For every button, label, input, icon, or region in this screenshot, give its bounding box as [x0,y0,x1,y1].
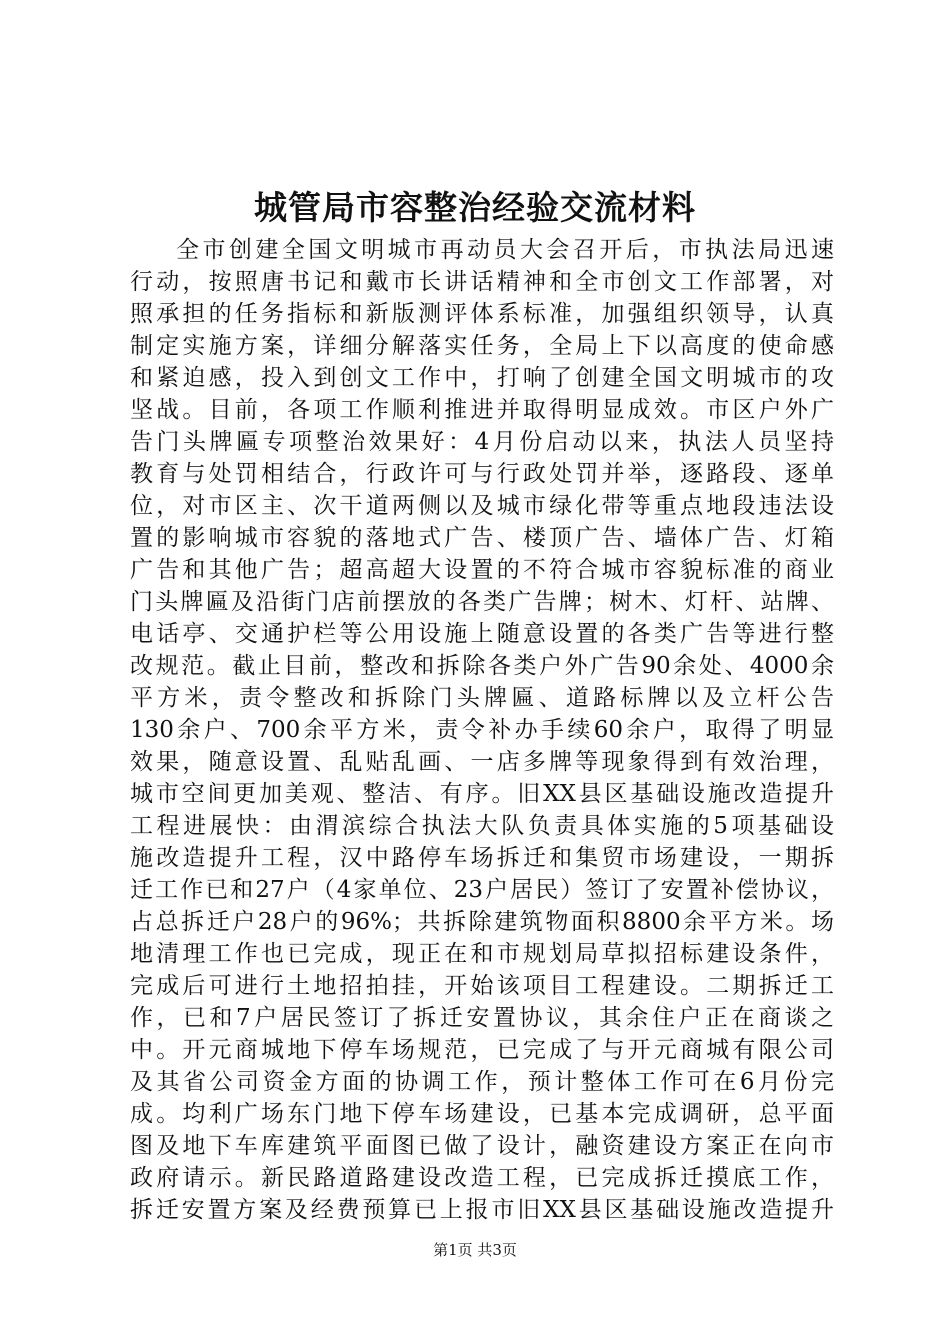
paragraph-line: 平方米，责令整改和拆除门头牌匾、道路标牌以及立杆公告 [130,685,834,711]
paragraph-line: 城市空间更加美观、整洁、有序。旧XX县区基础设施改造提升 [130,781,834,807]
paragraph-line: 工程进展快：由渭滨综合执法大队负责具体实施的5项基础设 [130,813,834,839]
paragraph-line: 门头牌匾及沿街门店前摆放的各类广告牌；树木、灯杆、站牌、 [130,589,834,615]
paragraph-line: 成。均利广场东门地下停车场建设，已基本完成调研，总平面 [130,1101,834,1127]
paragraph-line: 制定实施方案，详细分解落实任务，全局上下以高度的使命感 [130,333,834,359]
paragraph-line: 中。开元商城地下停车场规范，已完成了与开元商城有限公司 [130,1037,834,1063]
paragraph-line: 置的影响城市容貌的落地式广告、楼顶广告、墙体广告、灯箱 [130,525,834,551]
paragraph-line: 迁工作已和27户（4家单位、23户居民）签订了安置补偿协议， [130,877,834,903]
paragraph-line: 占总拆迁户28户的96%；共拆除建筑物面积8800余平方米。场 [130,909,834,935]
paragraph-line: 图及地下车库建筑平面图已做了设计，融资建设方案正在向市 [130,1133,834,1159]
paragraph-line: 和紧迫感，投入到创文工作中，打响了创建全国文明城市的攻 [130,365,834,391]
paragraph-line: 及其省公司资金方面的协调工作，预计整体工作可在6月份完 [130,1069,834,1095]
paragraph-line: 广告和其他广告；超高超大设置的不符合城市容貌标准的商业 [130,557,834,583]
paragraph-line: 施改造提升工程，汉中路停车场拆迁和集贸市场建设，一期拆 [130,845,834,871]
paragraph-line: 完成后可进行土地招拍挂，开始该项目工程建设。二期拆迁工 [130,973,834,999]
paragraph-line: 位，对市区主、次干道两侧以及城市绿化带等重点地段违法设 [130,493,834,519]
paragraph-line: 地清理工作也已完成，现正在和市规划局草拟招标建设条件， [130,941,834,967]
paragraph-line: 改规范。截止目前，整改和拆除各类户外广告90余处、4000余 [130,653,834,679]
document-body [130,234,834,1226]
paragraph-line: 效果，随意设置、乱贴乱画、一店多牌等现象得到有效治理， [130,749,834,775]
paragraph-line: 电话亭、交通护栏等公用设施上随意设置的各类广告等进行整 [130,621,834,647]
paragraph-line: 坚战。目前，各项工作顺利推进并取得明显成效。市区户外广 [130,397,834,423]
paragraph-line: 全市创建全国文明城市再动员大会召开后，市执法局迅速 [176,237,834,263]
paragraph-line: 政府请示。新民路道路建设改造工程，已完成拆迁摸底工作， [130,1165,834,1191]
paragraph-line: 照承担的任务指标和新版测评体系标准，加强组织领导，认真 [130,301,834,327]
paragraph-line: 告门头牌匾专项整治效果好：4月份启动以来，执法人员坚持 [130,429,834,455]
paragraph-line: 130余户、700余平方米，责令补办手续60余户，取得了明显 [130,717,834,743]
page-title: 城管局市容整治经验交流材料 [254,188,696,227]
page-number-footer: 第1页 共3页 [433,1241,517,1259]
paragraph-line: 作，已和7户居民签订了拆迁安置协议，其余住户正在商谈之 [130,1005,834,1031]
paragraph-line: 行动，按照唐书记和戴市长讲话精神和全市创文工作部署，对 [130,269,834,295]
paragraph-line: 教育与处罚相结合，行政许可与行政处罚并举，逐路段、逐单 [130,461,834,487]
paragraph-line: 拆迁安置方案及经费预算已上报市旧XX县区基础设施改造提升 [130,1197,834,1223]
